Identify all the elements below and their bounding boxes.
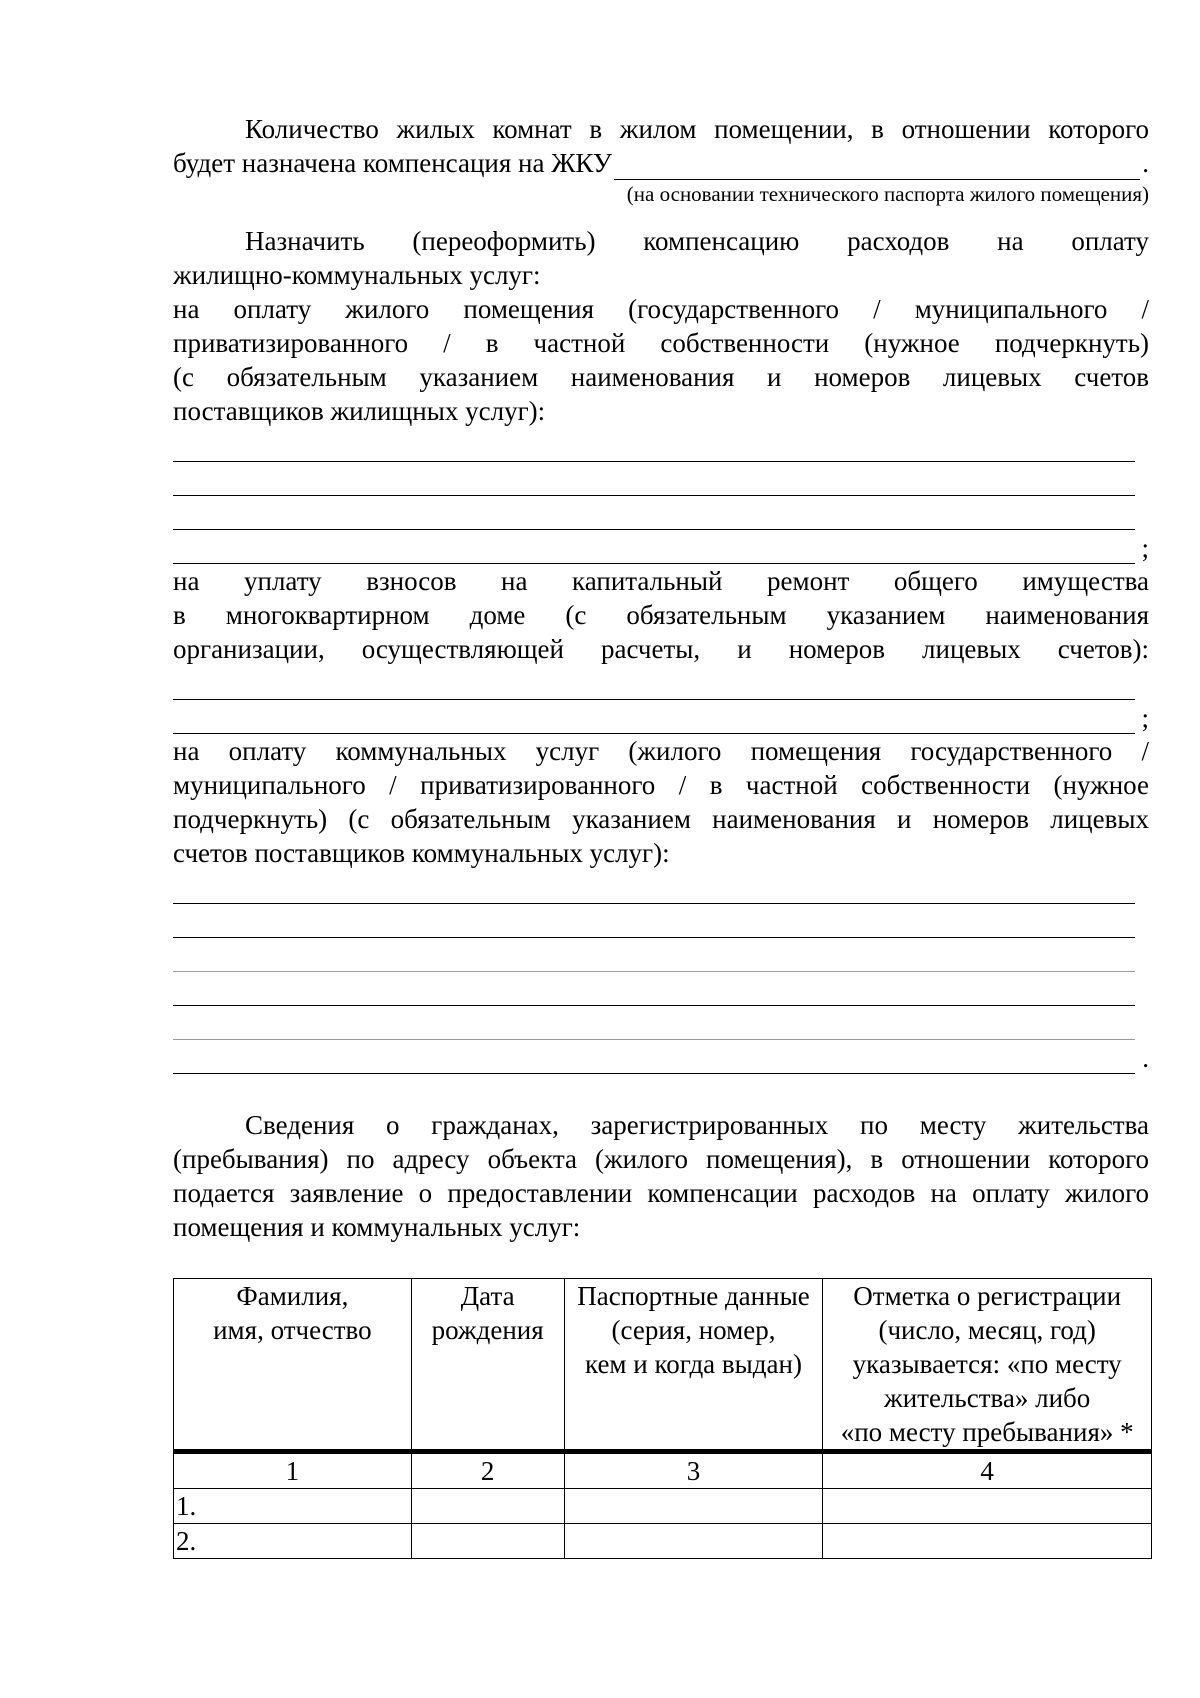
- citizens-line-1: Сведения о гражданах, зарегистрированных по месту жительства: [245, 1110, 1149, 1140]
- utilities-end-mark: .: [1142, 1043, 1149, 1073]
- utilities-line-2: муниципального / приватизированного / в частной собственности (нужное: [173, 770, 1149, 800]
- rooms-hint: (на основании технического паспорта жилого помещения): [626, 182, 1149, 206]
- header-line: «по месту пребывания» *: [840, 1417, 1134, 1447]
- row-number: 2.: [174, 1524, 412, 1559]
- rooms-line-2: [173, 146, 1149, 180]
- header-full-name: [174, 1279, 412, 1452]
- utilities-line-4: счетов поставщиков коммунальных услуг):: [173, 838, 670, 868]
- housing-blank-4-line[interactable]: [173, 536, 1135, 564]
- header-line: Паспортные данные: [577, 1281, 810, 1311]
- table-header-row: [174, 1279, 1152, 1452]
- utilities-blank-5[interactable]: [173, 1006, 1135, 1040]
- table-cell[interactable]: [411, 1524, 564, 1559]
- rooms-line-2-text: будет назначена компенсация на ЖКУ: [173, 148, 613, 178]
- header-registration: [823, 1279, 1152, 1452]
- rooms-line-2-end: .: [1142, 148, 1149, 178]
- column-number: 3: [564, 1452, 823, 1489]
- housing-end-mark: ;: [1141, 533, 1149, 563]
- housing-line-3: (с обязательным указанием наименования и номеров лицевых счетов: [173, 362, 1149, 392]
- housing-line-2: приватизированного / в частной собственности (нужное подчеркнуть): [173, 328, 1149, 358]
- table-cell[interactable]: [564, 1489, 823, 1524]
- column-number: 1: [174, 1452, 412, 1489]
- row-number: 1.: [174, 1489, 412, 1524]
- utilities-blank-1[interactable]: [173, 870, 1135, 904]
- utilities-blank-3[interactable]: [173, 938, 1135, 972]
- table-number-row: [174, 1452, 1152, 1489]
- table-row: [174, 1524, 1152, 1559]
- column-number: 2: [411, 1452, 564, 1489]
- capital-end-mark: ;: [1141, 703, 1149, 733]
- housing-blank-3[interactable]: [173, 496, 1135, 530]
- citizens-line-2: (пребывания) по адресу объекта (жилого помещения), в отношении которого: [173, 1144, 1149, 1174]
- header-line: жительства» либо: [884, 1383, 1091, 1413]
- utilities-line-3: подчеркнуть) (с обязательным указанием наименования и номеров лицевых: [173, 804, 1149, 834]
- table-cell[interactable]: [823, 1524, 1152, 1559]
- utilities-line-1: на оплату коммунальных услуг (жилого помещения государственного /: [173, 736, 1149, 766]
- header-line: Фамилия,: [236, 1281, 349, 1311]
- capital-blank-1[interactable]: [173, 666, 1135, 700]
- utilities-blank-2[interactable]: [173, 904, 1135, 938]
- utilities-blank-6[interactable]: [173, 1040, 1149, 1074]
- rooms-count-field[interactable]: [614, 153, 1140, 180]
- housing-line-1: на оплату жилого помещения (государственного / муниципального /: [173, 294, 1149, 324]
- citizens-table: [173, 1278, 1152, 1559]
- assign-line-1: Назначить (переоформить) компенсацию расходов на оплату: [245, 226, 1149, 256]
- table-cell[interactable]: [564, 1524, 823, 1559]
- housing-blank-4[interactable]: [173, 530, 1149, 564]
- header-line: Отметка о регистрации: [853, 1281, 1122, 1311]
- table-row: [174, 1489, 1152, 1524]
- header-line: рождения: [431, 1315, 544, 1345]
- housing-blank-1[interactable]: [173, 428, 1135, 462]
- header-passport: [564, 1279, 823, 1452]
- citizens-line-3: подается заявление о предоставлении компенсации расходов на оплату жилого: [173, 1178, 1149, 1208]
- header-birth-date: [411, 1279, 564, 1452]
- rooms-line-1: Количество жилых комнат в жилом помещении, в отношении которого: [245, 114, 1149, 144]
- form-page: [173, 112, 1149, 1559]
- table-cell[interactable]: [411, 1489, 564, 1524]
- capital-line-2: в многоквартирном доме (с обязательным указанием наименования: [173, 600, 1149, 630]
- capital-blank-2[interactable]: [173, 700, 1149, 734]
- table-cell[interactable]: [823, 1489, 1152, 1524]
- utilities-blank-4[interactable]: [173, 972, 1135, 1006]
- assign-line-2: жилищно-коммунальных услуг:: [173, 260, 541, 290]
- capital-line-3: организации, осуществляющей расчеты, и номеров лицевых счетов):: [173, 634, 1149, 664]
- capital-line-1: на уплату взносов на капитальный ремонт общего имущества: [173, 566, 1149, 596]
- housing-blank-2[interactable]: [173, 462, 1135, 496]
- housing-line-4: поставщиков жилищных услуг):: [173, 396, 546, 426]
- header-line: (число, месяц, год): [878, 1315, 1096, 1345]
- capital-blank-2-line[interactable]: [173, 706, 1135, 734]
- header-line: Дата: [460, 1281, 515, 1311]
- header-line: кем и когда выдан): [585, 1349, 802, 1379]
- citizens-line-4: помещения и коммунальных услуг:: [173, 1212, 581, 1242]
- header-line: (серия, номер,: [611, 1315, 776, 1345]
- column-number: 4: [823, 1452, 1152, 1489]
- header-line: имя, отчество: [213, 1315, 372, 1345]
- header-line: указывается: «по месту: [852, 1349, 1122, 1379]
- utilities-blank-6-line[interactable]: [173, 1046, 1135, 1074]
